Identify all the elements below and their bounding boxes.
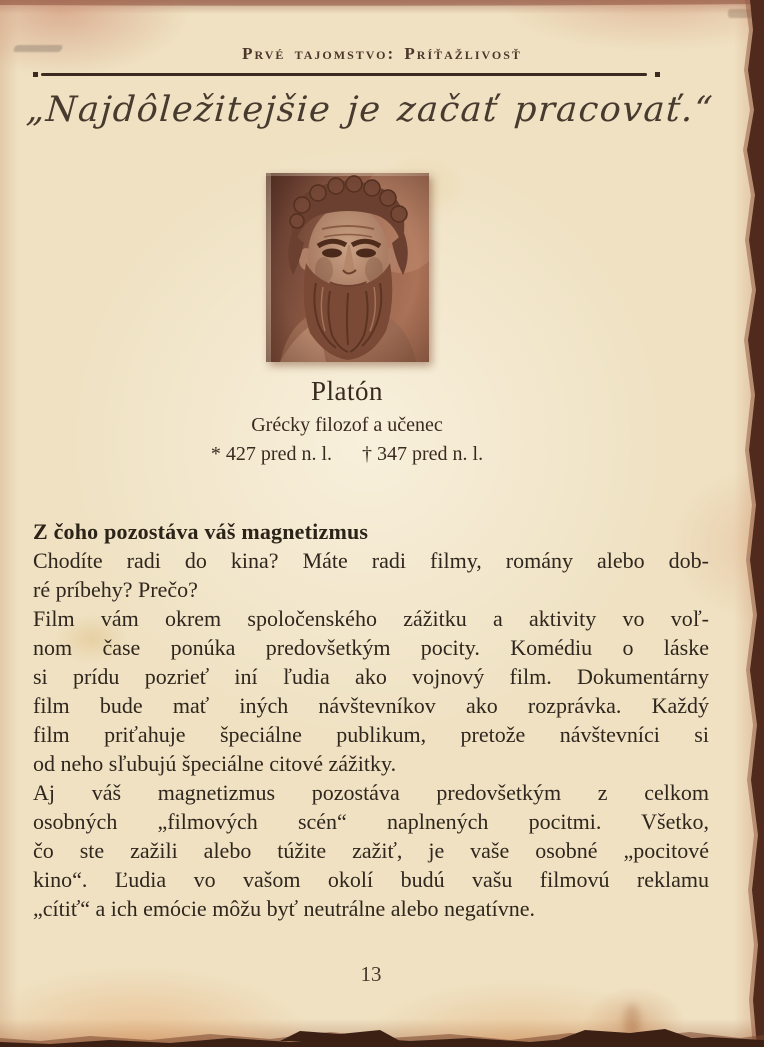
figure-name: Platón bbox=[310, 376, 383, 406]
plato-figure bbox=[0, 173, 694, 466]
header-rule bbox=[33, 71, 660, 79]
paragraph bbox=[33, 778, 709, 923]
text-line: film bude mať iných návštevníkov ako rozprávka. Každý bbox=[33, 693, 709, 718]
rule-line bbox=[41, 73, 647, 76]
figure-dates bbox=[0, 443, 694, 466]
text-line: Aj váš magnetizmus pozostáva predovšetkým z celkom bbox=[33, 780, 709, 805]
text-line: ré príbehy? Prečo? bbox=[33, 577, 198, 602]
paper-stain bbox=[624, 1004, 640, 1040]
text-line: nom čase ponúka predovšetkým pocity. Komédiu o láske bbox=[33, 635, 709, 660]
chapter-quote: „Najdôležitejšie je začať pracovať.“ bbox=[25, 90, 715, 130]
figure-death-date: † 347 pred n. l. bbox=[362, 443, 484, 465]
rule-dot-right bbox=[655, 72, 660, 77]
text-line: „cítiť“ a ich emócie môžu byť neutrálne alebo negatívne. bbox=[33, 896, 535, 921]
text-line: film priťahuje špeciálne publikum, pretože návštevníci si bbox=[33, 722, 709, 747]
figure-caption bbox=[0, 376, 694, 466]
text-line: čo ste zažili alebo túžite zažiť, je vaše osobné „pocitové bbox=[33, 838, 709, 863]
article-heading: Z čoho pozostáva váš magnetizmus bbox=[33, 519, 369, 544]
paragraph bbox=[33, 546, 709, 604]
text-line: od neho sľubujú špeciálne citové zážitky. bbox=[33, 751, 397, 776]
rule-dot-left bbox=[33, 72, 38, 77]
text-line: si prídu pozrieť iní ľudia ako vojnový film. Dokumentárny bbox=[33, 664, 709, 689]
paragraph bbox=[33, 604, 709, 778]
plato-bust-illustration bbox=[266, 173, 429, 362]
corner-mark-smudge bbox=[728, 9, 758, 18]
plato-bust-image bbox=[266, 173, 429, 362]
text-line: osobných „filmových scén“ naplnených pocitmi. Všetko, bbox=[33, 809, 709, 834]
page-number: 13 bbox=[360, 962, 382, 986]
text-line: Chodíte radi do kina? Máte radi filmy, romány alebo dob- bbox=[33, 548, 709, 573]
text-line: Film vám okrem spoločenského zážitku a aktivity vo voľ- bbox=[33, 606, 709, 631]
running-header: Prvé tajomstvo: Príťažlivosť bbox=[242, 44, 522, 63]
figure-description: Grécky filozof a učenec bbox=[251, 414, 443, 436]
article-body bbox=[33, 517, 709, 923]
text-line: kino“. Ľudia vo vašom okolí budú vašu filmovú reklamu bbox=[33, 867, 709, 892]
figure-birth-date: * 427 pred n. l. bbox=[210, 443, 332, 465]
